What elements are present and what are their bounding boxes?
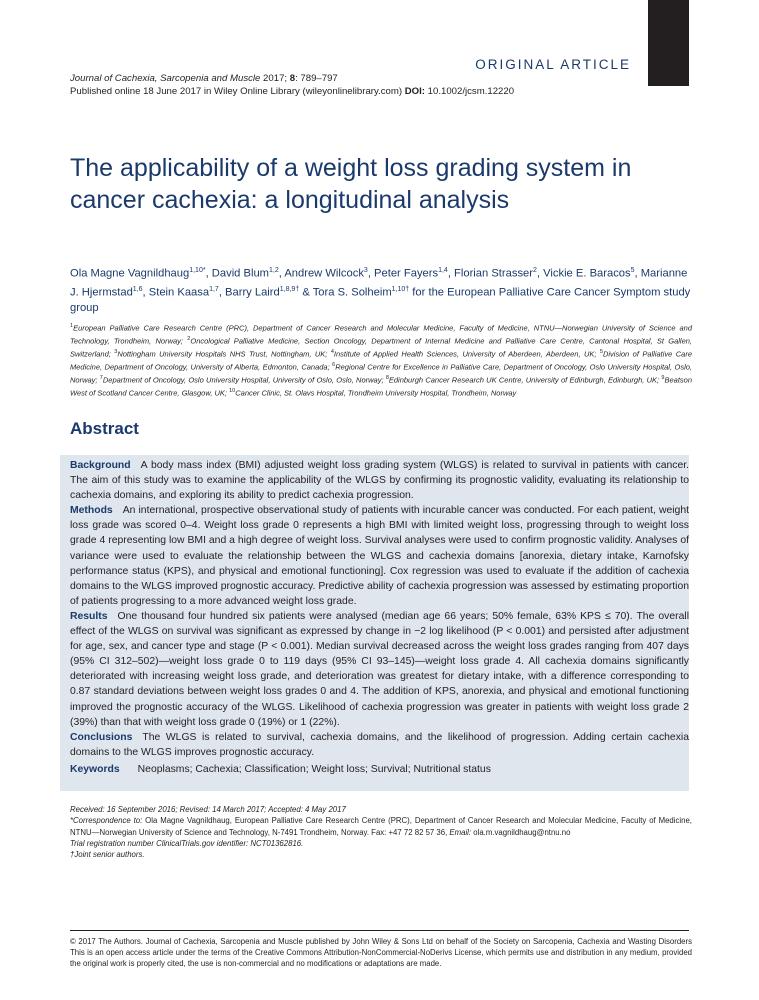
abstract-background-paragraph (70, 458, 689, 503)
author-affiliation-sup: 1,6 (132, 285, 143, 293)
affiliation-text: Beatson West of Scotland Cancer Centre, Glasgow, UK; (70, 375, 692, 398)
keywords-paragraph (70, 762, 689, 777)
affiliation-number: 9 (661, 375, 665, 382)
author-list (70, 263, 695, 316)
license-footer: © 2017 The Authors. Journal of Cachexia, Sarcopenia and Muscle published by John Wiley & Sons Ltd on behalf of the Society on Sarcopenia, Cachexia and Wasting Disorders This is an open access article under the terms of the Creative Commons Attribution-NonCommercial-NoDerivs License, which permits use and distribution in any medium, provided the original work is properly cited, the use is non-commercial and no modifications or adaptations are made. (70, 937, 692, 968)
journal-citation (70, 72, 514, 85)
journal-name: Journal of Cachexia, Sarcopenia and Muscle (70, 73, 261, 84)
keywords-text: Neoplasms; Cachexia; Classification; Weight loss; Survival; Nutritional status (137, 763, 491, 775)
journal-volume: 8 (289, 73, 296, 84)
correspondence-label: *Correspondence to: (70, 816, 143, 826)
results-text: One thousand four hundred six patients were analysed (median age 66 years; 50% female, 63% KPS ≤ 70). The overall effect of the WLGS on survival was significant as expressed by change in −2 log likelihood (P < 0.001) and persisted after adjustment for age, sex, and cancer type and stage (P < 0.001). Median survival decreased across the weight loss grades ranging from 407 days (95% CI 312–502)—weight loss grade 0 to 119 days (95% CI 93–145)—weight loss grade 4. All cachexia domains significantly deteriorated with increasing weight loss grade, and deterioration was greatest for dietary intake, with a difference corresponding to 0.87 standard deviations between weight loss grades 0 and 4. The addition of KPS, anorexia, and physical and emotional functioning improved the prognostic accuracy of the WLGS. Likelihood of cachexia progression was greater in patients with weight loss grade 2 (39%) than that with weight loss grade 0 (19%) or 1 (22%). (70, 610, 689, 728)
study-group: for the European Palliative Care Cancer Symptom study group (70, 286, 691, 315)
results-label: Results (70, 610, 108, 622)
author-affiliation-sup: 1,10* (189, 267, 206, 274)
methods-label: Methods (70, 505, 113, 517)
author-name[interactable]: , Barry Laird (218, 286, 280, 299)
affiliation-number: 6 (332, 362, 336, 369)
footer-divider (70, 930, 689, 931)
author-affiliation-sup: 1,8,9† (279, 285, 300, 293)
author-name[interactable]: , Andrew Wilcock (278, 267, 364, 280)
published-online: Published online 18 June 2017 in Wiley Online Library (wileyonlinelibrary.com) (70, 86, 405, 97)
affiliation-text: European Palliative Care Research Centre (PRC), Department of Cancer Research and Molecular Medicine, Faculty of Medicine, NTNU—Norwegian University of Science and Technology, Trondheim, Norway; (70, 323, 692, 346)
affiliation-number: 3 (114, 349, 118, 356)
header-black-bar (648, 0, 689, 86)
affiliation-number: 4 (330, 349, 334, 356)
affiliation-text: Edinburgh Cancer Research UK Centre, University of Edinburgh, Edinburgh, UK; (388, 375, 662, 385)
received-dates: Received: 16 September 2016; Revised: 14 March 2017; Accepted: 4 May 2017 (70, 805, 346, 814)
methods-text: An international, prospective observational study of patients with incurable cancer was conducted. For each patient, weight loss grade was scored 0–4. Weight loss grade 0 represents a high BMI with limited weight loss, progressing through to weight loss grade 4 representing low BMI and a high degree of weight loss. Survival analyses were used to confirm prognostic validity. Analyses of variance were used to evaluate the relationship between the WLGS and cachexia domains [anorexia, dietary intake, Karnofsky performance status (KPS), and physical and emotional functioning]. Cox regression was used to evaluate if the addition of cachexia domains to the WLGS improved prognostic accuracy. Predictive ability of cachexia progression was assessed by estimating proportion of patients progressing to a more advanced weight loss grade. (70, 505, 689, 607)
affiliations (70, 321, 692, 400)
author-affiliation-sup: 1,2 (269, 267, 279, 274)
joint-senior-authors: †Joint senior authors. (70, 850, 145, 860)
trial-note (70, 838, 692, 849)
author-affiliation-sup: 1,4 (438, 267, 448, 274)
article-notes (70, 804, 692, 860)
abstract-methods-paragraph (70, 503, 689, 609)
correspondence-note (70, 815, 692, 838)
article-type-label: ORIGINAL ARTICLE (475, 57, 631, 72)
affiliation-number: 5 (599, 349, 603, 356)
publication-line (70, 85, 514, 98)
email-link[interactable]: ola.m.vagnildhaug@ntnu.no (471, 827, 571, 837)
affiliation-number: 1 (70, 323, 74, 329)
email-label: Email: (449, 827, 472, 837)
author-affiliation-sup: 2 (533, 267, 537, 274)
background-text: A body mass index (BMI) adjusted weight loss grading system (WLGS) is related to survival in patients with cancer. The aim of this study was to examine the applicability of the WLGS by confirming its prognostic validity, evaluating its relationship to cachexia domains, and exploring its ability to predict cachexia progression. (70, 460, 689, 502)
doi-label: DOI: (404, 86, 425, 97)
affiliation-number: 2 (187, 336, 191, 343)
affiliation-text: Nottingham University Hospitals NHS Trust, Nottingham, UK; (117, 349, 331, 359)
author-affiliation-sup: 3 (363, 267, 368, 274)
author-affiliation-sup: 5 (630, 267, 635, 274)
author-affiliation-sup: 1,7 (209, 285, 219, 293)
author-name[interactable]: , David Blum (205, 267, 269, 280)
author-affiliation-sup: 1,10† (391, 285, 410, 293)
journal-year: 2017; (260, 73, 290, 84)
abstract-heading: Abstract (70, 419, 139, 438)
affiliation-text: Regional Centre for Excellence in Palliative Care, Department of Oncology, Oslo University Hospital, Oslo, Norway; (70, 362, 692, 385)
conclusions-text: The WLGS is related to survival, cachexia domains, and the likelihood of progression. Adding certain cachexia domains to the WLGS improves prognostic accuracy. (70, 731, 689, 758)
conclusions-label: Conclusions (70, 731, 133, 743)
trial-registration: Trial registration number ClinicalTrials.gov identifier: NCT01362816. (70, 838, 304, 848)
author-name[interactable]: & Tora S. Solheim (299, 286, 392, 299)
affiliation-text: Department of Oncology, Oslo University Hospital, University of Oslo, Oslo, Norway; (102, 375, 386, 385)
keywords-label: Keywords (70, 763, 120, 775)
journal-pages: : 789–797 (295, 73, 338, 84)
abstract-conclusions-paragraph (70, 730, 689, 760)
affiliation-text: Division of Palliative Care Medicine, Department of Oncology, University of Alberta, Edmonton, Canada; (70, 349, 693, 372)
dates-note (70, 804, 692, 815)
affiliation-text: Institute of Applied Health Sciences, University of Aberdeen, Aberdeen, UK; (333, 349, 600, 359)
affiliation-number: 10 (229, 388, 236, 395)
abstract-body (70, 458, 689, 777)
joint-authors-note (70, 849, 692, 860)
author-name[interactable]: , Vickie E. Baracos (536, 267, 631, 280)
affiliation-text: Oncological Palliative Medicine, Section Oncology, Department of Internal Medicine and Palliative Care Centre, Cantonal Hospital, St Gallen, Switzerland; (70, 336, 692, 359)
author-name[interactable]: , Florian Strasser (447, 267, 534, 280)
background-label: Background (70, 460, 131, 471)
author-name[interactable]: , Stein Kaasa (142, 286, 210, 299)
affiliation-text: Cancer Clinic, St. Olavs Hospital, Trondheim University Hospital, Trondheim, Norway (235, 388, 517, 398)
affiliation-number: 8 (385, 375, 389, 382)
author-name[interactable]: , Peter Fayers (367, 267, 439, 280)
affiliation-number: 7 (99, 375, 103, 382)
author-name[interactable]: , Marianne J. Hjermstad (70, 267, 688, 299)
journal-info (70, 72, 514, 98)
article-title: The applicability of a weight loss grading system in cancer cachexia: a longitudinal analysis (70, 154, 632, 214)
doi-link[interactable]: 10.1002/jcsm.12220 (424, 86, 515, 97)
correspondence-text: Ola Magne Vagnildhaug, European Palliative Care Research Centre (PRC), Department of Cancer Research and Molecular Medicine, Faculty of Medicine, NTNU—Norwegian University of Science and Technology, N-7491 Trondheim, Norway. Fax: +47 72 82 57 36, (70, 816, 692, 837)
author-name[interactable]: Ola Magne Vagnildhaug (70, 267, 190, 280)
abstract-results-paragraph (70, 609, 689, 730)
